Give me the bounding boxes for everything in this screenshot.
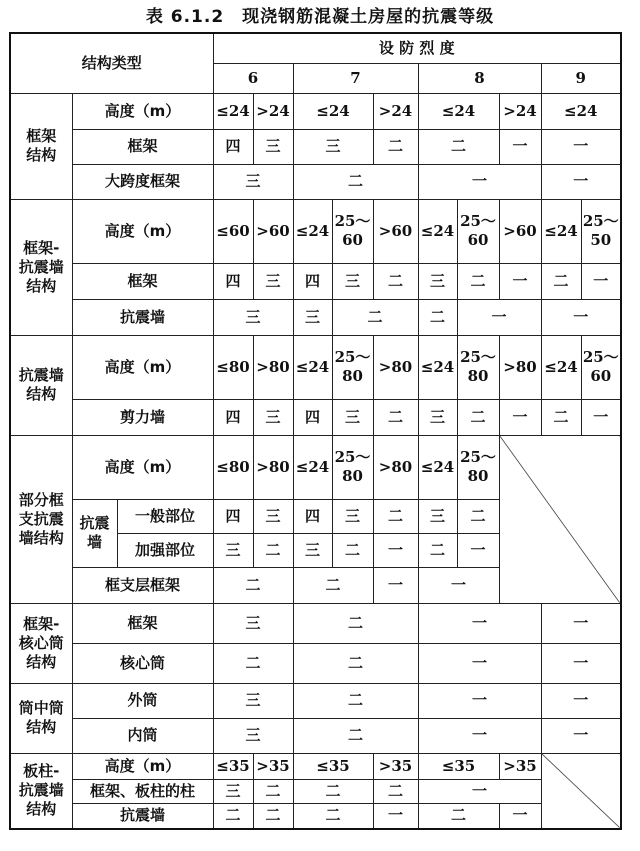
cell: 一 (418, 164, 541, 199)
header-structure-type: 结构类型 (10, 33, 213, 93)
cell: 二 (253, 533, 293, 567)
cell: >35 (253, 753, 293, 779)
cell: 25～ 80 (457, 435, 499, 499)
cell: 25～ 60 (332, 199, 373, 263)
cell: 三 (213, 164, 293, 199)
cell: 二 (418, 533, 457, 567)
cell: 25～ 60 (457, 199, 499, 263)
frame-wall-wall-label: 抗震墙 (72, 299, 213, 335)
cell: >80 (253, 435, 293, 499)
cell: 一 (499, 129, 541, 164)
frame-core-structure-label: 框架- 核心筒 结构 (10, 603, 72, 683)
frame-wall-frame-label: 框架 (72, 263, 213, 299)
cell: 二 (373, 399, 418, 435)
cell: 一 (373, 567, 418, 603)
cell: 一 (581, 263, 621, 299)
cell: >24 (499, 93, 541, 129)
cell: ≤24 (541, 335, 581, 399)
cell: 25～ 60 (581, 335, 621, 399)
cell: 一 (457, 299, 541, 335)
cell: 二 (541, 263, 581, 299)
partial-wall-label: 抗震 墙 (72, 499, 117, 567)
cell: >24 (373, 93, 418, 129)
cell: 三 (253, 129, 293, 164)
cell: ≤80 (213, 435, 253, 499)
cell: ≤35 (213, 753, 253, 779)
cell: 三 (213, 718, 293, 753)
cell: 二 (541, 399, 581, 435)
cell: 一 (581, 399, 621, 435)
cell: 一 (373, 533, 418, 567)
not-applicable-cell (541, 753, 621, 829)
frame-large-span-label: 大跨度框架 (72, 164, 213, 199)
wall-shear-label: 剪力墙 (72, 399, 213, 435)
cell: 25～ 80 (332, 335, 373, 399)
partial-strength-label: 加强部位 (117, 533, 213, 567)
cell: 二 (253, 779, 293, 803)
slab-structure-label: 板柱- 抗震墙 结构 (10, 753, 72, 829)
cell: >80 (373, 435, 418, 499)
cell: >35 (499, 753, 541, 779)
cell: ≤24 (418, 93, 499, 129)
cell: 一 (541, 164, 621, 199)
frame-core-core-label: 核心筒 (72, 643, 213, 683)
slab-wall-label: 抗震墙 (72, 803, 213, 829)
cell: 二 (293, 683, 418, 718)
cell: 二 (418, 299, 457, 335)
cell: ≤24 (293, 335, 332, 399)
partial-structure-label: 部分框 支抗震 墙结构 (10, 435, 72, 603)
cell: ≤24 (541, 93, 621, 129)
cell: 四 (213, 263, 253, 299)
header-deg7: 7 (293, 63, 418, 93)
cell: 二 (213, 643, 293, 683)
cell: 二 (253, 803, 293, 829)
cell: 二 (457, 499, 499, 533)
not-applicable-cell (499, 435, 621, 603)
header-intensity: 设 防 烈 度 (213, 33, 621, 63)
cell: 一 (418, 779, 541, 803)
seismic-grade-table (9, 32, 622, 830)
cell: ≤24 (213, 93, 253, 129)
frame-wall-height-label: 高度（m） (72, 199, 213, 263)
cell: >60 (253, 199, 293, 263)
cell: 三 (332, 499, 373, 533)
cell: 三 (213, 683, 293, 718)
cell: 一 (457, 533, 499, 567)
cell: 一 (541, 718, 621, 753)
cell: 一 (418, 643, 541, 683)
header-deg6: 6 (213, 63, 293, 93)
cell: 一 (541, 299, 621, 335)
cell: 三 (332, 263, 373, 299)
frame-height-label: 高度（m） (72, 93, 213, 129)
cell: ≤24 (541, 199, 581, 263)
cell: 二 (418, 129, 499, 164)
cell: 二 (293, 567, 373, 603)
cell: 四 (213, 499, 253, 533)
cell: 25～ 80 (457, 335, 499, 399)
cell: 三 (213, 299, 293, 335)
cell: 一 (418, 683, 541, 718)
cell: 25～ 50 (581, 199, 621, 263)
cell: 三 (293, 299, 332, 335)
header-deg8: 8 (418, 63, 541, 93)
cell: 二 (213, 567, 293, 603)
cell: 三 (418, 499, 457, 533)
tube-structure-label: 筒中筒 结构 (10, 683, 72, 753)
frame-frame-label: 框架 (72, 129, 213, 164)
wall-height-label: 高度（m） (72, 335, 213, 399)
table-title: 表 6.1.2 现浇钢筋混凝土房屋的抗震等级 (145, 7, 495, 27)
cell: 一 (373, 803, 418, 829)
cell: ≤60 (213, 199, 253, 263)
cell: 二 (293, 164, 418, 199)
cell: 一 (541, 683, 621, 718)
cell: 三 (293, 533, 332, 567)
cell: 一 (418, 603, 541, 643)
cell: 二 (373, 779, 418, 803)
wall-structure-label: 抗震墙 结构 (10, 335, 72, 435)
cell: 一 (541, 643, 621, 683)
cell: 三 (418, 263, 457, 299)
cell: ≤24 (418, 335, 457, 399)
cell: 二 (293, 779, 373, 803)
cell: 三 (332, 399, 373, 435)
tube-outer-label: 外筒 (72, 683, 213, 718)
cell: 一 (499, 263, 541, 299)
cell: 一 (418, 567, 499, 603)
cell: 四 (293, 399, 332, 435)
cell: 二 (293, 603, 418, 643)
cell: >35 (373, 753, 418, 779)
cell: >80 (253, 335, 293, 399)
cell: 二 (332, 299, 418, 335)
cell: 二 (293, 643, 418, 683)
cell: 三 (213, 533, 253, 567)
cell: 一 (541, 603, 621, 643)
cell: ≤35 (418, 753, 499, 779)
cell: 一 (418, 718, 541, 753)
cell: 一 (499, 399, 541, 435)
cell: 三 (253, 499, 293, 533)
slab-height-label: 高度（m） (72, 753, 213, 779)
cell: 三 (293, 129, 373, 164)
frame-core-frame-label: 框架 (72, 603, 213, 643)
tube-inner-label: 内筒 (72, 718, 213, 753)
cell: >24 (253, 93, 293, 129)
cell: 三 (213, 603, 293, 643)
slab-col-label: 框架、板柱的柱 (72, 779, 213, 803)
cell: 二 (457, 263, 499, 299)
cell: >80 (499, 335, 541, 399)
cell: ≤24 (293, 199, 332, 263)
cell: 四 (293, 499, 332, 533)
cell: 二 (373, 129, 418, 164)
cell: ≤24 (293, 93, 373, 129)
cell: 二 (373, 263, 418, 299)
cell: 二 (373, 499, 418, 533)
frame-structure-label: 框架 结构 (10, 93, 72, 199)
partial-transfer-label: 框支层框架 (72, 567, 213, 603)
cell: 三 (213, 779, 253, 803)
cell: 二 (418, 803, 499, 829)
cell: >60 (499, 199, 541, 263)
cell: 二 (213, 803, 253, 829)
cell: 二 (293, 718, 418, 753)
header-deg9: 9 (541, 63, 621, 93)
frame-wall-structure-label: 框架- 抗震墙 结构 (10, 199, 72, 335)
cell: 二 (457, 399, 499, 435)
cell: ≤24 (418, 435, 457, 499)
cell: ≤80 (213, 335, 253, 399)
cell: 一 (541, 129, 621, 164)
cell: 三 (253, 263, 293, 299)
cell: >60 (373, 199, 418, 263)
partial-general-label: 一般部位 (117, 499, 213, 533)
cell: 三 (418, 399, 457, 435)
cell: 三 (253, 399, 293, 435)
cell: ≤35 (293, 753, 373, 779)
cell: 二 (293, 803, 373, 829)
cell: ≤24 (418, 199, 457, 263)
cell: 四 (293, 263, 332, 299)
cell: 四 (213, 399, 253, 435)
cell: >80 (373, 335, 418, 399)
cell: 四 (213, 129, 253, 164)
partial-height-label: 高度（m） (72, 435, 213, 499)
cell: 二 (332, 533, 373, 567)
cell: 25～ 80 (332, 435, 373, 499)
cell: 一 (499, 803, 541, 829)
cell: ≤24 (293, 435, 332, 499)
